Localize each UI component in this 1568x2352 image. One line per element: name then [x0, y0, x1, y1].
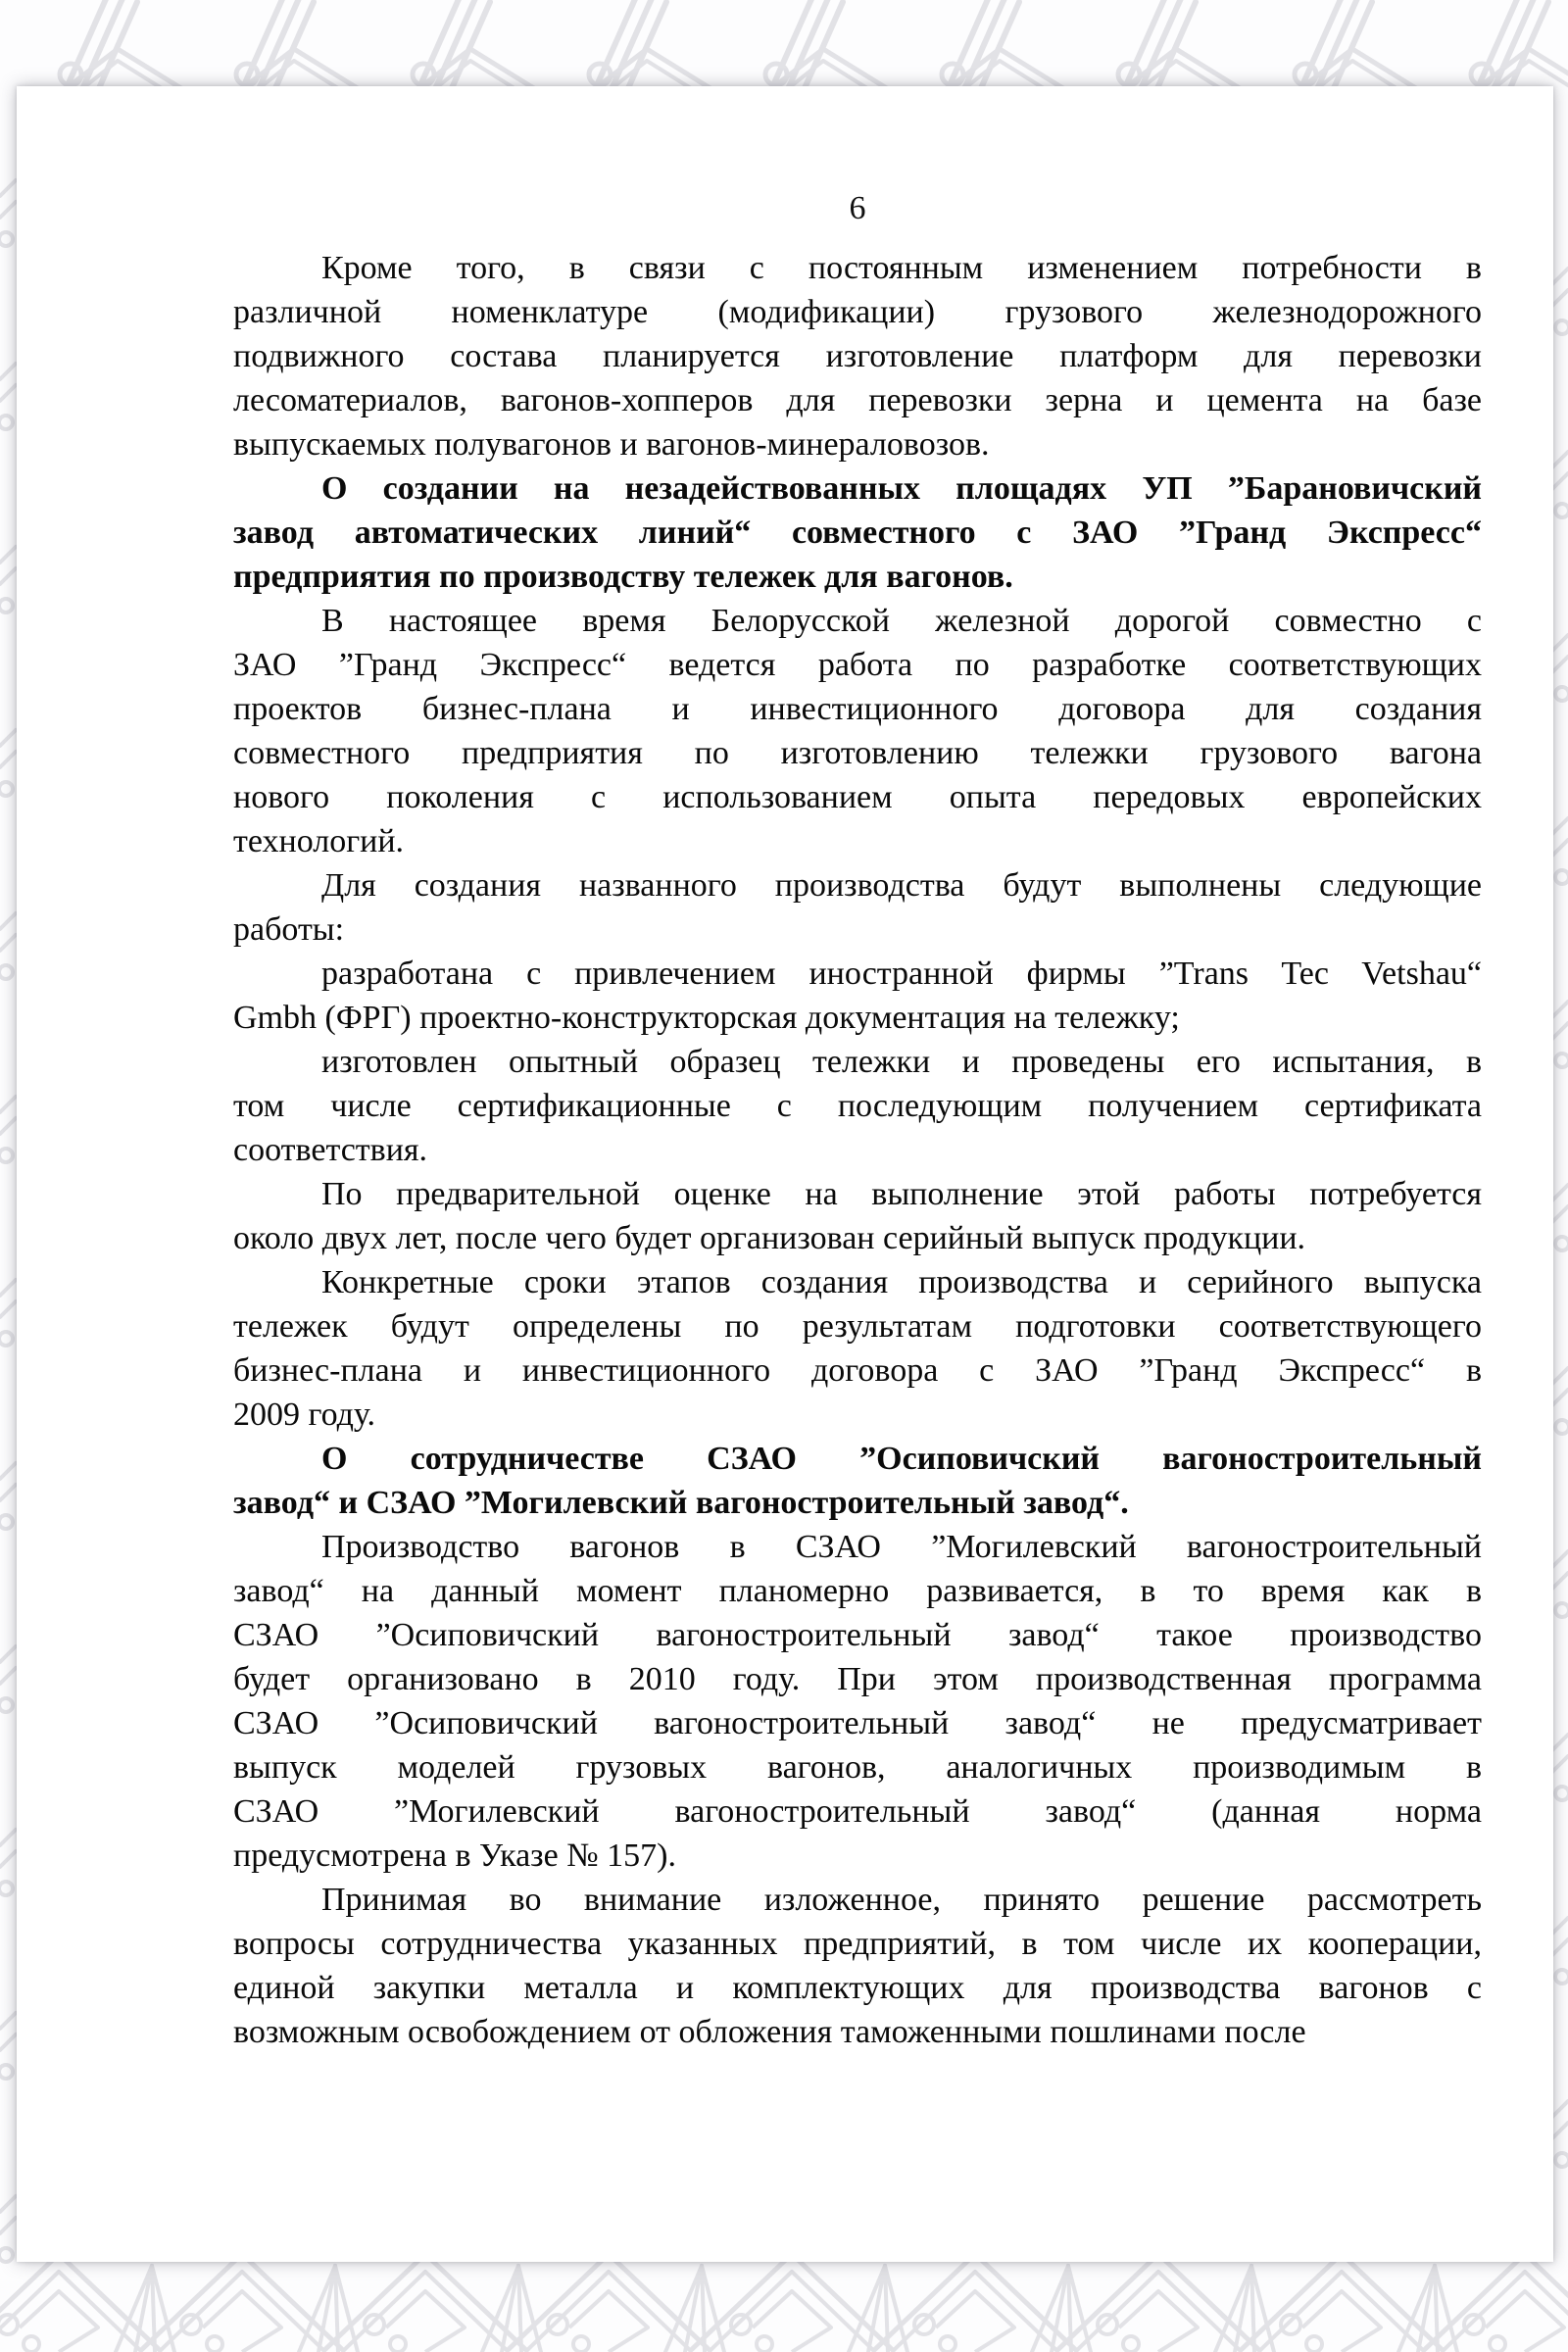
ornament-glyph: [0, 2248, 13, 2262]
ornament-glyph: [1555, 1237, 1568, 1250]
body-paragraph: [233, 1525, 1482, 1878]
ornament-glyph: [1464, 2315, 1484, 2334]
text-line: около двух лет, после чего будет организован серийный выпуск продукции.: [233, 1220, 1306, 1256]
ornament-glyph: [0, 1149, 13, 1162]
ornament-glyph: [573, 2336, 589, 2352]
text-line: тележек будут определены по результатам подготовки соответствующего: [233, 1308, 1482, 1345]
ornament-glyph: [1552, 1735, 1568, 1750]
ornament-glyph: [0, 2196, 16, 2212]
ornament-glyph: [0, 1668, 16, 1684]
text-line: предприятия по производству тележек для вагонов.: [233, 559, 1013, 595]
body-paragraph: [233, 1172, 1482, 1260]
ornament-glyph: [1555, 1603, 1568, 1617]
ornament-glyph: [0, 752, 16, 767]
ornament-glyph: [0, 568, 16, 584]
text-line: разработана с привлечением иностранной фирмы ”Trans Tec Vetshau“: [321, 956, 1482, 992]
ornament-glyph: [0, 2034, 16, 2050]
ornament-glyph: [1552, 1756, 1568, 1772]
ornament-glyph: [0, 202, 16, 218]
ornament-glyph: [0, 1851, 16, 1867]
ornament-glyph: [731, 2315, 751, 2334]
text-line: том числе сертификационные с последующим получением сертификата: [233, 1088, 1482, 1124]
text-line: СЗАО ”Осиповичский вагоностроительный завод“ такое производство: [233, 1617, 1482, 1653]
text-line: вопросы сотрудничества указанных предприятий, в том числе их кооперации,: [233, 1926, 1482, 1962]
ornament-glyph: [0, 1463, 16, 1479]
ornament-glyph: [24, 2336, 39, 2352]
text-line: технологий.: [233, 823, 405, 859]
text-line: Для создания названного производства будут выполнены следующие: [321, 867, 1482, 904]
ornament-glyph: [1555, 2153, 1568, 2167]
body-paragraph: [233, 246, 1482, 466]
body-paragraph: [233, 863, 1482, 952]
body-paragraph: [233, 599, 1482, 863]
ornament-glyph: [0, 1698, 13, 1712]
ornament-glyph: [0, 965, 13, 979]
ornament-glyph: [1552, 2123, 1568, 2138]
body-paragraph: [233, 1040, 1482, 1172]
text-line: завод“ и СЗАО ”Могилевский вагоностроительный завод“.: [233, 1485, 1129, 1521]
ornament-glyph: [1552, 1390, 1568, 1405]
text-line: предусмотрена в Указе № 157).: [233, 1838, 676, 1874]
text-line: Gmbh (ФРГ) проектно-конструкторская документация на тележку;: [233, 1000, 1180, 1036]
text-line: бизнес-плана и инвестиционного договора с ЗАО ”Гранд Экспресс“ в: [233, 1352, 1482, 1389]
ornament-glyph: [940, 2336, 956, 2352]
ornament-glyph: [0, 1485, 16, 1500]
ornament-glyph: [1552, 1002, 1568, 1017]
ornament-glyph: [757, 2336, 772, 2352]
text-line: завод автоматических линий“ совместного с ЗАО ”Гранд Экспресс“: [233, 514, 1482, 551]
text-line: работы:: [233, 911, 345, 948]
ornament-glyph: [1555, 687, 1568, 701]
heading-paragraph: [233, 1437, 1482, 1525]
ornament-glyph: [1552, 840, 1568, 856]
ornament-glyph: [0, 1280, 16, 1296]
ornament-glyph: [0, 1332, 13, 1346]
text-line: будет организовано в 2010 году. При этом производственная программа: [233, 1661, 1482, 1697]
ornament-glyph: [0, 385, 16, 401]
ornament-glyph: [0, 232, 13, 246]
text-line: О создании на незадействованных площадях УП ”Барановичский: [321, 470, 1482, 507]
ornament-glyph: [390, 2336, 406, 2352]
ornament-glyph: [207, 2336, 222, 2352]
ornament-glyph: [365, 2315, 384, 2334]
ornament-glyph: [0, 782, 13, 796]
ornament-glyph: [1552, 1551, 1568, 1567]
ornament-glyph: [0, 935, 16, 951]
ornament-glyph: [0, 599, 13, 612]
ornament-glyph: [0, 364, 16, 379]
body-paragraph: [233, 952, 1482, 1040]
document-text: [233, 246, 1482, 2054]
ornament-glyph: [1123, 2336, 1139, 2352]
text-line: возможным освобождением от обложения таможенными пошлинами после: [233, 2014, 1306, 2050]
ornament-glyph: [1552, 818, 1568, 834]
text-line: лесоматериалов, вагонов-хопперов для перевозки зерна и цемента на базе: [233, 382, 1482, 418]
ornament-glyph: [1555, 504, 1568, 517]
ornament-glyph: [0, 547, 16, 563]
ornament-glyph: [1552, 635, 1568, 651]
text-line: 2009 году.: [233, 1396, 376, 1433]
ornament-glyph: [1555, 1787, 1568, 1800]
ornament-glyph: [548, 2315, 567, 2334]
text-line: изготовлен опытный образец тележки и проведены его испытания, в: [321, 1044, 1482, 1080]
ornament-glyph: [1281, 2315, 1300, 2334]
ornament-glyph: [1098, 2315, 1117, 2334]
page-number: 6: [849, 190, 866, 226]
ornament-glyph: [0, 1515, 13, 1529]
ornament-glyph: [1552, 1023, 1568, 1039]
ornament-glyph: [181, 2315, 201, 2334]
text-line: проектов бизнес-плана и инвестиционного договора для создания: [233, 691, 1482, 727]
ornament-glyph: [1552, 1206, 1568, 1222]
text-line: Конкретные сроки этапов создания производства и серийного выпуска: [321, 1264, 1482, 1300]
text-line: О сотрудничестве СЗАО ”Осиповичский вагоностроительный: [321, 1441, 1482, 1477]
ornament-glyph: [0, 1830, 16, 1845]
ornament-glyph: [1552, 657, 1568, 672]
ornament-glyph: [1552, 2101, 1568, 2117]
ornament-glyph: [1552, 1918, 1568, 1934]
page-content: [17, 86, 1553, 2054]
ornament-glyph: [1552, 1368, 1568, 1384]
ornament-glyph: [1552, 1939, 1568, 1955]
text-line: По предварительной оценке на выполнение этой работы потребуется: [321, 1176, 1482, 1212]
ornament-glyph: [0, 180, 16, 196]
document-page: [17, 86, 1553, 2262]
text-line: Кроме того, в связи с постоянным изменением потребности в: [321, 250, 1482, 286]
text-line: совместного предприятия по изготовлению тележки грузового вагона: [233, 735, 1482, 771]
ornament-glyph: [0, 1097, 16, 1112]
text-line: выпуск моделей грузовых вагонов, аналогичных производимым в: [233, 1749, 1482, 1786]
ornament-glyph: [0, 1646, 16, 1662]
text-line: СЗАО ”Могилевский вагоностроительный завод“ (данная норма: [233, 1793, 1482, 1830]
ornament-glyph: [1555, 1054, 1568, 1067]
ornament-glyph: [1490, 2336, 1505, 2352]
body-paragraph: [233, 1260, 1482, 1437]
ornament-glyph: [0, 416, 13, 429]
ornament-glyph: [1555, 320, 1568, 334]
text-line: В настоящее время Белорусской железной дорогой совместно с: [321, 603, 1482, 639]
heading-paragraph: [233, 466, 1482, 599]
text-line: выпускаемых полувагонов и вагонов-минераловозов.: [233, 426, 990, 463]
ornament-glyph: [1555, 870, 1568, 884]
ornament-glyph: [1555, 1970, 1568, 1984]
ornament-glyph: [1552, 473, 1568, 489]
text-line: Принимая во внимание изложенное, принято решение рассмотреть: [321, 1882, 1482, 1918]
ornament-glyph: [0, 2013, 16, 2029]
ornament-glyph: [1552, 1573, 1568, 1589]
ornament-glyph: [1552, 269, 1568, 284]
text-line: единой закупки металла и комплектующих для производства вагонов с: [233, 1970, 1482, 2006]
text-line: завод“ на данный момент планомерно развивается, в то время как в: [233, 1573, 1482, 1609]
ornament-glyph: [0, 1118, 16, 1134]
body-paragraph: [233, 1878, 1482, 2054]
ornament-glyph: [0, 1301, 16, 1317]
text-line: Производство вагонов в СЗАО ”Могилевский вагоностроительный: [321, 1529, 1482, 1565]
text-line: различной номенклатуре (модификации) грузового железнодорожного: [233, 294, 1482, 330]
ornament-glyph: [1552, 1185, 1568, 1200]
ornament-glyph: [1552, 290, 1568, 306]
ornament-glyph: [0, 2218, 16, 2233]
ornament-glyph: [1555, 1420, 1568, 1434]
text-line: соответствия.: [233, 1132, 428, 1168]
ornament-glyph: [0, 2065, 13, 2079]
ornament-glyph: [0, 730, 16, 746]
text-line: нового поколения с использованием опыта передовых европейских: [233, 779, 1482, 815]
ornament-glyph: [1306, 2336, 1322, 2352]
ornament-glyph: [914, 2315, 934, 2334]
ornament-glyph: [1552, 452, 1568, 467]
text-line: СЗАО ”Осиповичский вагоностроительный завод“ не предусматривает: [233, 1705, 1482, 1741]
ornament-glyph: [0, 913, 16, 929]
text-line: ЗАО ”Гранд Экспресс“ ведется работа по разработке соответствующих: [233, 647, 1482, 683]
text-line: подвижного состава планируется изготовление платформ для перевозки: [233, 338, 1482, 374]
ornament-glyph: [0, 1882, 13, 1895]
